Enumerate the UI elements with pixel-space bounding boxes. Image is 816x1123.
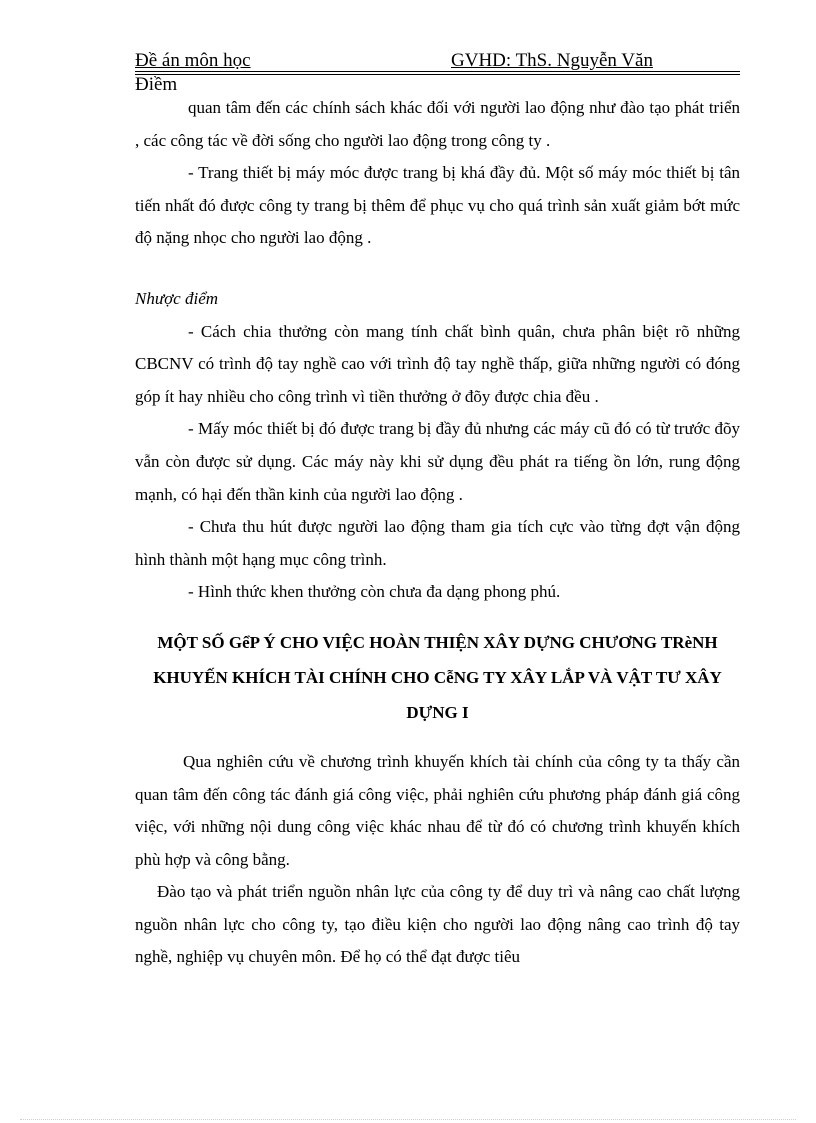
header-supervisor: GVHD: ThS. Nguyễn Văn <box>451 50 653 71</box>
paragraph-old-machines: - Mấy móc thiết bị đó được trang bị đầy đủ nhưng các máy cũ đó có từ trước đõy vẫn còn được sử dụng. Các máy này khi sử dụng đều phát ra tiếng ồn lớn, rung động mạnh, có hại đến thần kinh của người lao động . <box>135 419 740 504</box>
paragraph-worker-participation: - Chưa thu hút được người lao động tham gia tích cực vào từng đợt vận động hình thành một hạng mục công trình. <box>135 517 740 569</box>
header-rule-top <box>135 71 740 72</box>
page-bottom-border <box>20 1119 796 1120</box>
subheading-weaknesses: Nhược điểm <box>135 288 219 308</box>
paragraph-bonus-distribution: - Cách chia thưởng còn mang tính chất bình quân, chưa phân biệt rõ những CBCNV có trình độ tay nghề cao với trình độ tay nghề thấp, giữa những người có đóng góp ít hay nhiều cho công trình vì tiền thưởng ở đõy được chia đều . <box>135 321 740 406</box>
document-body <box>135 92 740 974</box>
paragraph-research-summary: Qua nghiên cứu về chương trình khuyến khích tài chính của công ty ta thấy cần quan tâm đến công tác đánh giá công việc, phải nghiên cứu phương pháp đánh giá công việc, với những nội dung công việc khác nhau để từ đó có chương trình khuyến khích phù hợp và công bằng. <box>135 751 740 869</box>
paragraph-training: Đào tạo và phát triển nguồn nhân lực của công ty để duy trì và nâng cao chất lượng nguồn nhân lực cho công ty, tạo điều kiện cho người lao động nâng cao trình độ tay nghề, nghiệp vụ chuyên môn. Để họ có thể đạt được tiêu <box>135 882 740 967</box>
header-course-title: Đề án môn học <box>135 50 251 71</box>
paragraph-equipment: - Trang thiết bị máy móc được trang bị khá đầy đủ. Một số máy móc thiết bị tân tiến nhất đó được công ty trang bị thêm để phục vụ cho quá trình sản xuất giảm bớt mức độ nặng nhọc cho người lao động . <box>135 163 740 248</box>
spacer <box>135 609 740 625</box>
header-supervisor-continuation: Điềm <box>135 74 178 95</box>
paragraph-reward-forms: - Hình thức khen thưởng còn chưa đa dạng phong phú. <box>188 582 561 602</box>
spacer <box>135 730 740 746</box>
spacer <box>135 255 740 283</box>
paragraph-staff-policies: quan tâm đến các chính sách khác đối với người lao động như đào tạo phát triển , các công tác về đời sống cho người lao động trong công ty . <box>135 98 740 150</box>
section-title: MỘT SỐ GểP Ý CHO VIỆC HOÀN THIỆN XÂY DỰNG CHƯƠNG TRèNH KHUYẾN KHÍCH TÀI CHÍNH CHO CễNG TY XÂY LẮP VÀ VẬT TƯ XÂY DỰNG I <box>153 632 722 722</box>
header-rule-bottom <box>135 74 740 75</box>
